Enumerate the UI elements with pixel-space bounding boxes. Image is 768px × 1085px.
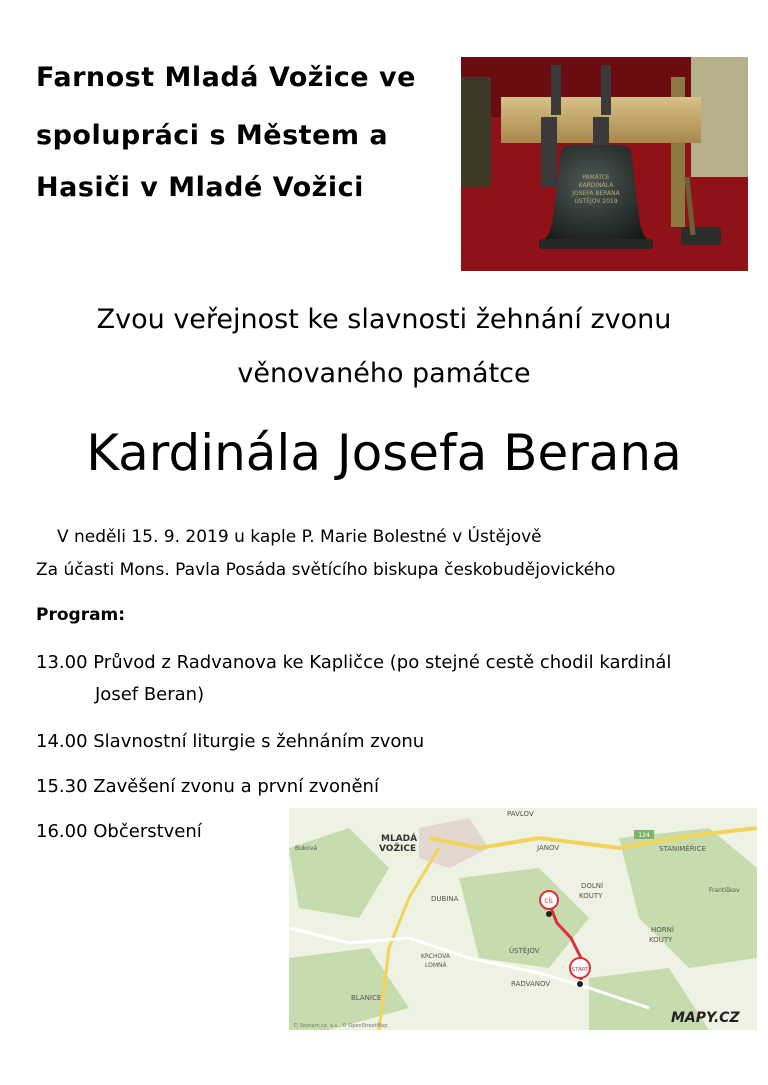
bell-inscription-3: JOSEFA BERANA xyxy=(572,190,620,197)
bell-photo xyxy=(461,57,748,271)
map-label-mlada-1: MLADÁ xyxy=(381,834,418,844)
program-heading: Program: xyxy=(36,605,126,625)
header-line-1: Farnost Mladá Vožice ve xyxy=(36,62,416,93)
map-label-radvanov: RADVANOV xyxy=(511,980,551,988)
program-item-4: 16.00 Občerstvení xyxy=(36,821,202,842)
map-label-horni-1: HORNÍ xyxy=(651,926,674,934)
map-label-pavlov: PAVLOV xyxy=(507,810,534,818)
mapy-logo: MAPY.CZ xyxy=(671,1010,740,1026)
bell-inscription-4: ÚSTĚJOV 2019 xyxy=(574,198,618,205)
map-label-dubina: DUBINA xyxy=(431,895,459,903)
map-label-bukova: Buková xyxy=(295,845,318,852)
bell-inscription-1: PAMÁTCE xyxy=(582,174,610,181)
map-label-krchova-2: LOMNÁ xyxy=(425,962,447,969)
map-label-frantiskov: Františkov xyxy=(709,887,740,894)
date-place: V neděli 15. 9. 2019 u kaple P. Marie Bolestné v Ústějově xyxy=(57,527,542,547)
attendance: Za účasti Mons. Pavla Posáda světícího biskupa českobudějovického xyxy=(36,560,616,580)
invitation-line-2: věnovaného památce xyxy=(237,358,531,389)
header-line-3: Hasiči v Mladé Vožici xyxy=(36,172,364,203)
map-pin-end: CÍL xyxy=(544,898,554,905)
map-road-number: 124 xyxy=(638,832,650,839)
program-item-3: 15.30 Zavěšení zvonu a první zvonění xyxy=(36,776,379,797)
map-label-stanimerice: STANIMĚŘICE xyxy=(659,845,706,853)
honoree-name: Kardinála Josefa Berana xyxy=(86,424,682,482)
map-label-horni-2: KOUTY xyxy=(649,936,673,944)
route-map xyxy=(289,808,757,1030)
map-label-ustejov: ÚSTĚJOV xyxy=(509,947,540,955)
map-label-dolni-2: KOUTY xyxy=(579,892,603,900)
map-label-mlada-2: VOŽICE xyxy=(379,844,417,854)
bell-inscription-2: KARDINÁLA xyxy=(578,182,614,189)
program-item-1-cont: Josef Beran) xyxy=(95,684,205,705)
header-line-2: spolupráci s Městem a xyxy=(36,120,389,151)
map-pin-start: START xyxy=(571,967,589,973)
map-label-janov: JANOV xyxy=(537,844,560,852)
map-label-blanice: BLANICE xyxy=(351,994,382,1002)
program-item-1: 13.00 Průvod z Radvanova ke Kapličce (po stejné cestě chodil kardinál xyxy=(36,652,672,673)
program-item-2: 14.00 Slavnostní liturgie s žehnáním zvonu xyxy=(36,731,425,752)
map-attribution: © Seznam.cz, a.s., © OpenStreetMap xyxy=(293,1023,388,1029)
map-label-krchova-1: KRCHOVA xyxy=(421,953,450,960)
map-label-dolni-1: DOLNÍ xyxy=(581,882,604,890)
invitation-line-1: Zvou veřejnost ke slavnosti žehnání zvonu xyxy=(96,304,672,335)
